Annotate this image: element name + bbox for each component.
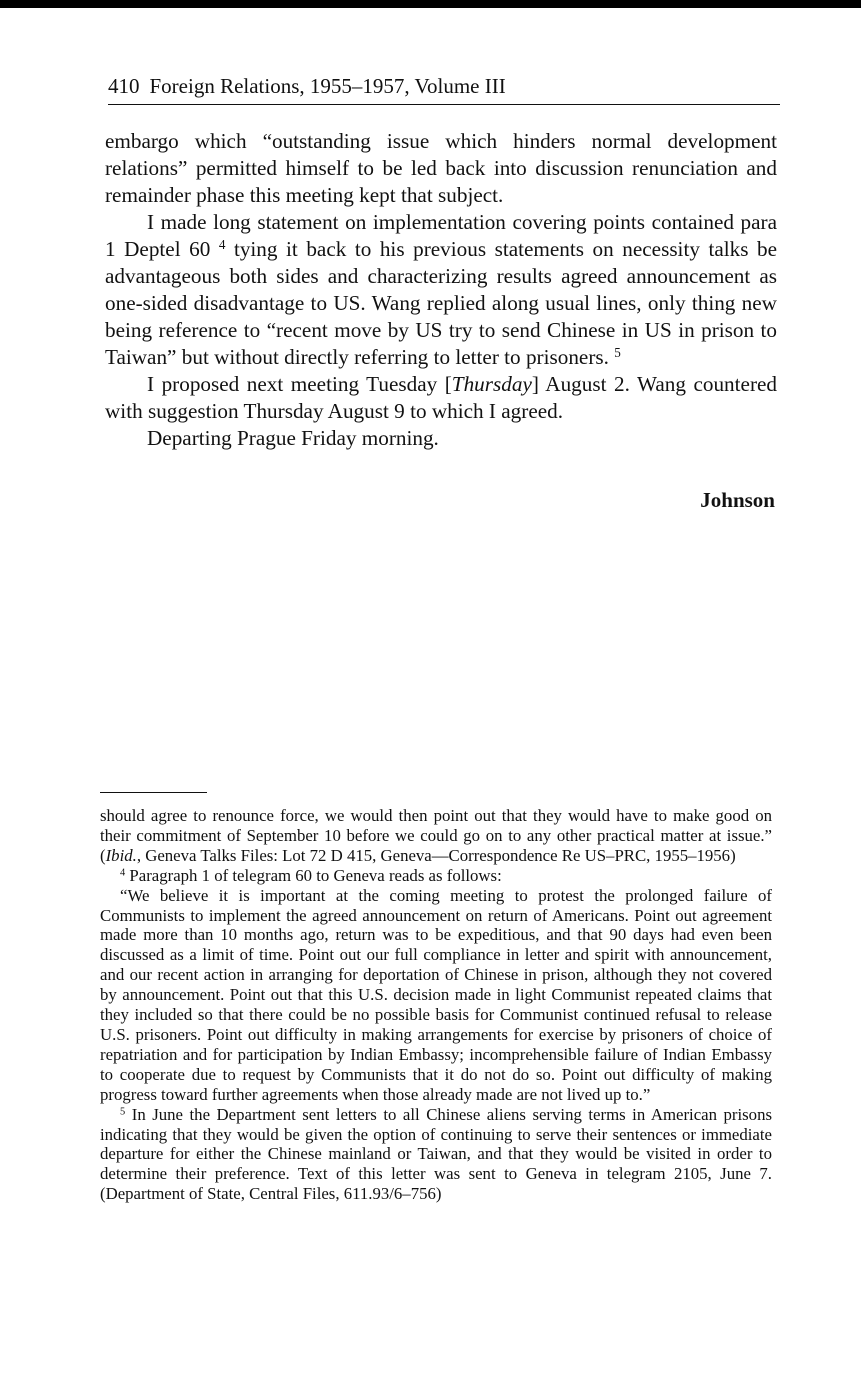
footnote-ref-5[interactable]: 5 xyxy=(614,344,621,360)
paragraph-implementation xyxy=(105,209,777,371)
main-text xyxy=(105,128,777,452)
paragraph-text: I made long statement on implementation covering points contained para 1 Deptel 60 xyxy=(105,210,777,261)
footnote-ref-4[interactable]: 4 xyxy=(218,236,226,252)
footnote-text: In June the Department sent letters to all Chinese aliens serving terms in American prisons indicating that they would be given the option of continuing to serve their sentences or immediate departure for either the Chinese mainland or Taiwan, and that they would be visited in order to determine their preference. Text of this letter was sent to Geneva in telegram 2105, June 7. (Department of State, Central Files, 611.93/6–756) xyxy=(100,1104,772,1204)
signature: Johnson xyxy=(700,488,775,512)
paragraph-text: embargo which “outstanding issue which hinders normal development relations” permitted himself to be led back into discussion renunciation and remainder phase this meeting kept that subject. xyxy=(105,129,777,207)
volume-title: Foreign Relations, 1955–1957, Volume III xyxy=(149,74,506,98)
paragraph-text: Departing Prague Friday morning. xyxy=(147,426,439,450)
footnote-4 xyxy=(100,866,772,886)
footnote-continued xyxy=(100,806,772,866)
paragraph-text: ] August 2. Wang countered with suggestion Thursday August 9 to which I agreed. xyxy=(105,372,777,423)
footnote-italic: Ibid. xyxy=(105,845,137,865)
paragraph-continued xyxy=(105,128,777,209)
footnote-5 xyxy=(100,1105,772,1205)
footnote-text: , Geneva Talks Files: Lot 72 D 415, Geneva—Correspondence Re US–PRC, 1955–1956) xyxy=(136,845,736,865)
editorial-correction: Thursday xyxy=(451,372,532,396)
page-number: 410 xyxy=(108,74,140,98)
paragraph-departure xyxy=(105,425,777,452)
paragraph-next-meeting xyxy=(105,371,777,425)
page-top-edge xyxy=(0,0,861,8)
footnotes xyxy=(100,806,772,1204)
footnote-text: Paragraph 1 of telegram 60 to Geneva reads as follows: xyxy=(129,865,502,885)
paragraph-text: tying it back to his previous statements on necessity talks be advantageous both sides and characterizing results agreed announcement as one-sided disadvantage to US. Wang replied along usual lines, only thing new being reference to “recent move by US try to send Chinese in US in prison to Taiwan” but without directly referring to letter to prisoners. xyxy=(105,237,777,369)
footnote-text: should agree to renounce force, we would then point out that they would have to make good on their commitment of September 10 before we could go on to any other practical matter at issue.” ( xyxy=(100,806,772,865)
running-header xyxy=(108,74,780,105)
footnote-quote-text: “We believe it is important at the coming meeting to protest the prolonged failure of Communists to implement the agreed announcement on return of Americans. Point out agreement made more than 10 months ago, return was to be expeditious, and that 90 days had even been discussed as a limit of time. Point out our full compliance in letter and spirit with announcement, and our recent action in arranging for deportation of Chinese in prison, although they not covered by announcement. Point out that this U.S. decision made in light Communist repeated claims that they included so that there could be no possible basis for Communist continued refusal to release U.S. prisoners. Point out difficulty in making arrangements for exercise by prisoners of choice of repatriation and for participation by Indian Embassy; incomprehensible failure of Indian Embassy to cooperate due to request by Communists that it do not do so. Point out difficulty of making progress toward further agreements when those already made are not lived up to.” xyxy=(100,885,772,1104)
footnote-4-quote xyxy=(100,886,772,1105)
footnote-marker-5: 5 xyxy=(120,1105,126,1117)
footnote-divider xyxy=(100,792,207,793)
footnote-marker-4: 4 xyxy=(120,867,126,878)
paragraph-text: I proposed next meeting Tuesday [ xyxy=(147,372,452,396)
